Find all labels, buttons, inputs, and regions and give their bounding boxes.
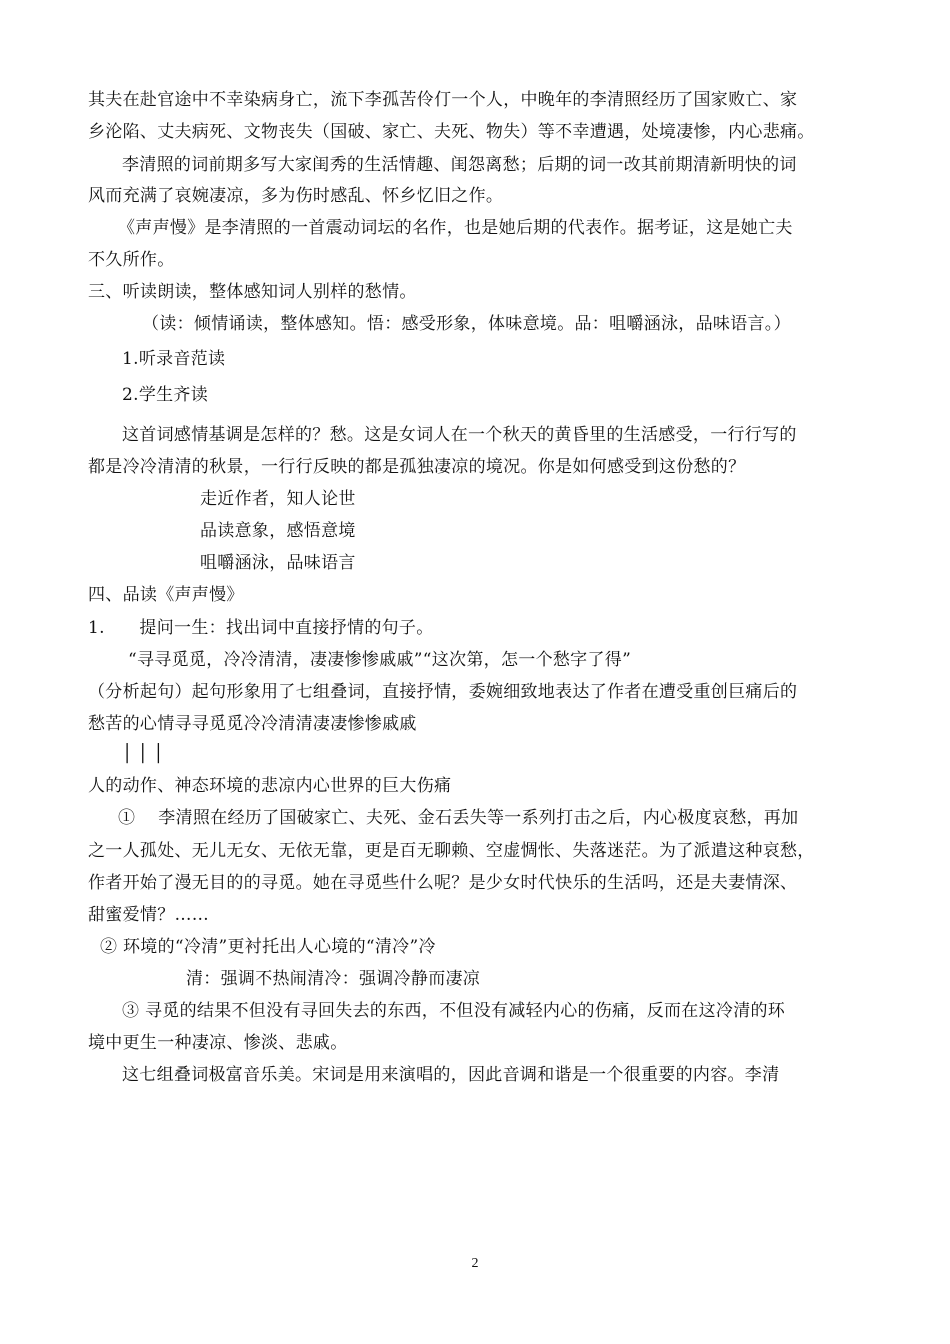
divider-marks: │ │ │ — [122, 744, 164, 764]
text-line: 不久所作。 — [88, 250, 175, 270]
section-heading: 四、品读《声声慢》 — [88, 585, 244, 605]
text-line: 境中更生一种凄凉、惨淡、悲戚。 — [88, 1033, 348, 1053]
list-item: 1.听录音范读 — [122, 349, 226, 369]
text-line: 其夫在赴官途中不幸染病身亡，流下李孤苦伶仃一个人，中晚年的李清照经历了国家败亡、家 — [88, 90, 798, 110]
text-line: 咀嚼涵泳，品味语言 — [200, 553, 356, 573]
text-line: ② 环境的“冷清”更衬托出人心境的“清冷”冷 — [100, 937, 436, 957]
text-line: 甜蜜爱情？…… — [88, 905, 210, 925]
text-line: 乡沦陷、丈夫病死、文物丧失（国破、家亡、夫死、物失）等不幸遭遇，处境凄惨，内心悲痛。 — [88, 122, 815, 142]
text-line: 愁苦的心情寻寻觅觅冷冷清清凄凄惨惨戚戚 — [88, 714, 417, 734]
quote-line: “寻寻觅觅，冷冷清清，凄凄惨惨戚戚”“这次第，怎一个愁字了得” — [128, 650, 632, 670]
text-line: 李清照的词前期多写大家闺秀的生活情趣、闺怨离愁；后期的词一改其前期清新明快的词 — [122, 155, 797, 175]
list-item: 2.学生齐读 — [122, 385, 209, 405]
text-line: 走近作者，知人论世 — [200, 489, 356, 509]
section-heading: 三、听读朗读，整体感知词人别样的愁情。 — [88, 282, 417, 302]
page-number: 2 — [471, 1256, 479, 1271]
text-line: 清：强调不热闹清冷：强调冷静而凄凉 — [186, 969, 481, 989]
text-line: 风而充满了哀婉凄凉，多为伤时感乱、怀乡忆旧之作。 — [88, 186, 504, 206]
text-line: 之一人孤处、无儿无女、无依无靠，更是百无聊赖、空虚惆怅、失落迷茫。为了派遣这种哀愁， — [88, 841, 815, 861]
text-line: ③ 寻觅的结果不但没有寻回失去的东西，不但没有减轻内心的伤痛，反而在这冷清的环 — [122, 1001, 786, 1021]
text-line: 《声声慢》是李清照的一首震动词坛的名作，也是她后期的代表作。据考证，这是她亡夫 — [118, 218, 793, 238]
text-line: 这七组叠词极富音乐美。宋词是用来演唱的，因此音调和谐是一个很重要的内容。李清 — [122, 1065, 780, 1085]
text-line: （分析起句）起句形象用了七组叠词，直接抒情，委婉细致地表达了作者在遭受重创巨痛后的 — [88, 682, 798, 702]
text-line: 都是冷冷清清的秋景，一行行反映的都是孤独凄凉的境况。你是如何感受到这份愁的？ — [88, 457, 746, 477]
text-line: 作者开始了漫无目的的寻觅。她在寻觅些什么呢？是少女时代快乐的生活吗，还是夫妻情深、 — [88, 873, 798, 893]
text-line: （读：倾情诵读，整体感知。悟：感受形象，体味意境。品：咀嚼涵泳，品味语言。） — [142, 314, 791, 334]
list-item: 1. 提问一生：找出词中直接抒情的句子。 — [88, 618, 434, 638]
text-line: 这首词感情基调是怎样的？愁。这是女词人在一个秋天的黄昏里的生活感受，一行行写的 — [122, 425, 797, 445]
text-line: 人的动作、神态环境的悲凉内心世界的巨大伤痛 — [88, 776, 452, 796]
text-line: ① 李清照在经历了国破家亡、夫死、金石丢失等一系列打击之后，内心极度哀愁，再加 — [118, 808, 799, 828]
text-line: 品读意象，感悟意境 — [200, 521, 356, 541]
